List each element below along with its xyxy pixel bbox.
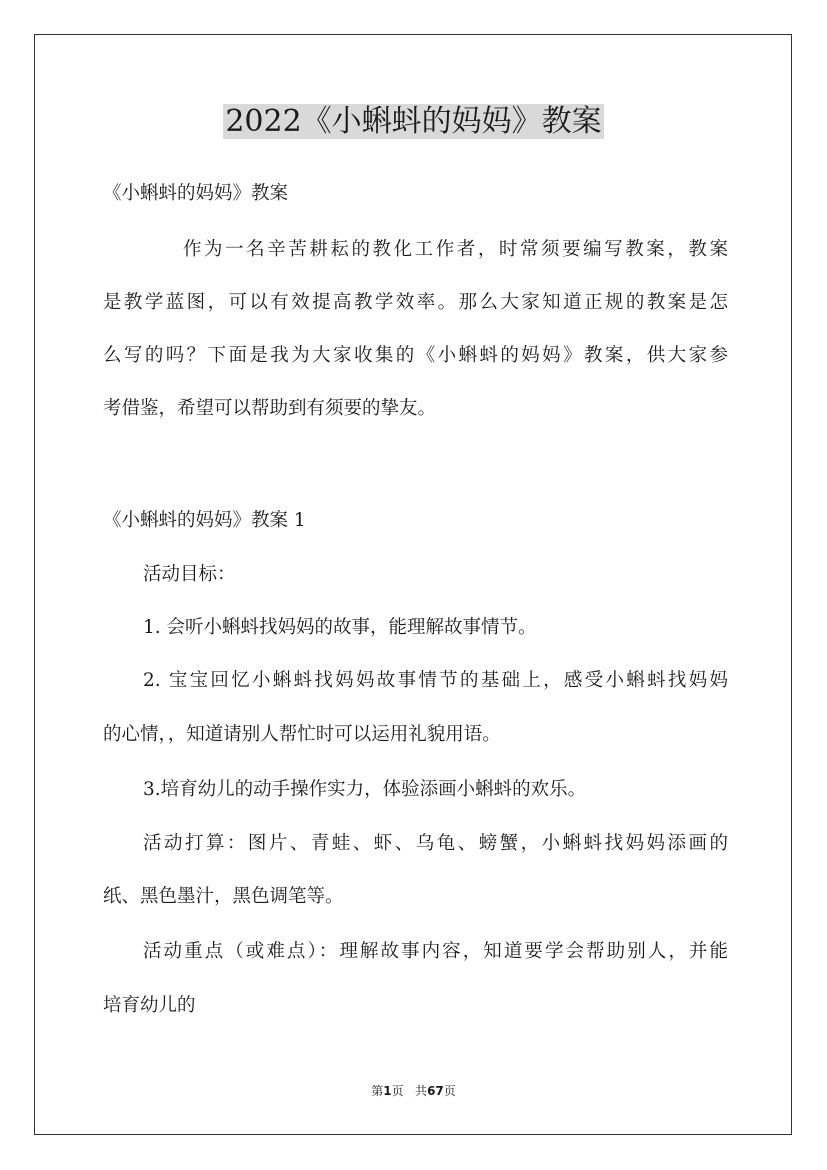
section-heading: 《小蝌蚪的妈妈》教案 1 bbox=[103, 510, 306, 531]
document-subtitle: 《小蝌蚪的妈妈》教案 bbox=[103, 183, 289, 204]
preparation-line-1: 活动打算：图片、青蛙、虾、乌龟、螃蟹，小蝌蚪找妈妈添画的 bbox=[143, 833, 728, 854]
goal-2-line-1: 2. 宝宝回忆小蝌蚪找妈妈故事情节的基础上，感受小蝌蚪找妈妈 bbox=[143, 670, 728, 691]
goal-3: 3.培育幼儿的动手操作实力，体验添画小蝌蚪的欢乐。 bbox=[143, 779, 587, 800]
footer-page-prefix: 第 bbox=[371, 1084, 384, 1098]
intro-line-1: 作为一名辛苦耕耘的教化工作者，时常须要编写教案，教案 bbox=[183, 239, 728, 260]
page-footer bbox=[0, 1083, 827, 1099]
footer-page-suffix: 页 bbox=[391, 1084, 404, 1098]
footer-total-prefix: 共 bbox=[415, 1084, 428, 1098]
focus-line-2: 培育幼儿的 bbox=[103, 995, 196, 1016]
document-title bbox=[0, 100, 827, 144]
goal-1: 1. 会听小蝌蚪找妈妈的故事，能理解故事情节。 bbox=[143, 617, 537, 638]
intro-line-4: 考借鉴，希望可以帮助到有须要的挚友。 bbox=[103, 398, 437, 419]
goal-2-line-2: 的心情，，知道请别人帮忙时可以运用礼貌用语。 bbox=[103, 724, 501, 745]
footer-total-pages: 67 bbox=[427, 1084, 444, 1098]
focus-line-1: 活动重点（或难点）：理解故事内容，知道要学会帮助别人，并能 bbox=[143, 941, 728, 962]
footer-page-number: 1 bbox=[383, 1084, 392, 1098]
document-title-text: 2022《小蝌蚪的妈妈》教案 bbox=[225, 104, 602, 139]
intro-line-3: 么写的吗？下面是我为大家收集的《小蝌蚪的妈妈》教案，供大家参 bbox=[103, 345, 728, 366]
intro-line-2: 是教学蓝图，可以有效提高教学效率。那么大家知道正规的教案是怎 bbox=[103, 292, 728, 313]
footer-total-suffix: 页 bbox=[443, 1084, 456, 1098]
preparation-line-2: 纸、黑色墨汁，黑色调笔等。 bbox=[103, 886, 344, 907]
goals-label: 活动目标： bbox=[143, 564, 236, 585]
